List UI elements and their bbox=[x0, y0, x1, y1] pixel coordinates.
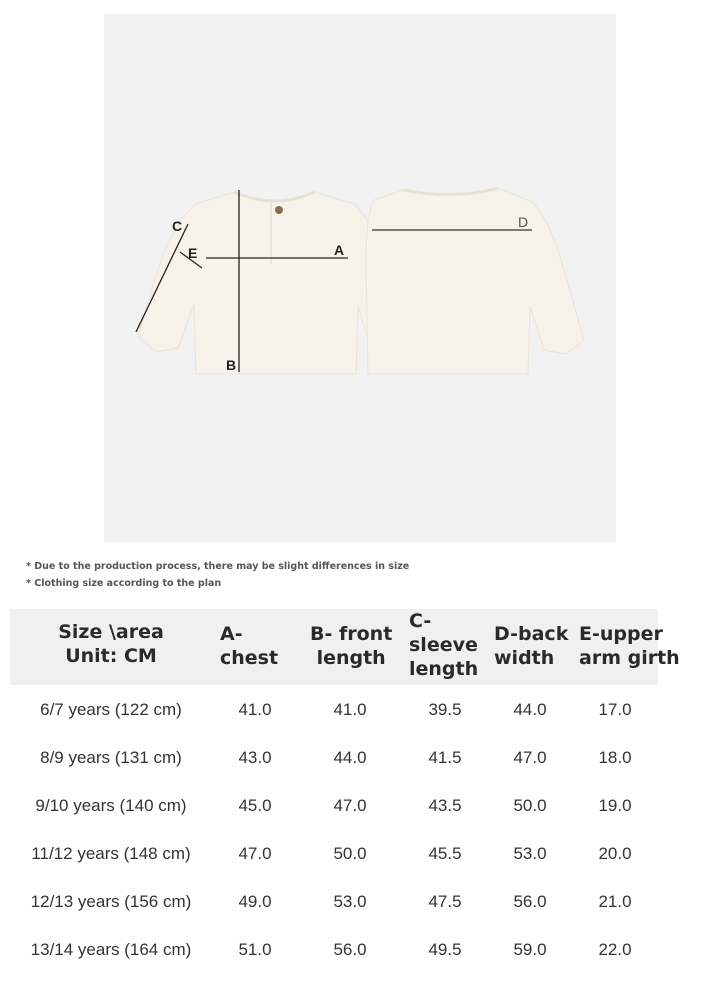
table-row bbox=[0, 782, 720, 830]
front-length-cell: 56.0 bbox=[333, 940, 367, 959]
chest-cell: 41.0 bbox=[238, 700, 272, 719]
table-row bbox=[0, 926, 720, 974]
table-row bbox=[0, 830, 720, 878]
label-d: D bbox=[518, 214, 529, 230]
back-width-cell: 47.0 bbox=[513, 748, 547, 767]
size-notes bbox=[26, 558, 409, 592]
front-length-cell: 50.0 bbox=[333, 844, 367, 863]
arm-girth-cell: 18.0 bbox=[598, 748, 632, 767]
size-cell: 8/9 years (131 cm) bbox=[40, 748, 182, 767]
front-length-cell: 44.0 bbox=[333, 748, 367, 767]
label-e: E bbox=[188, 245, 198, 261]
size-cell: 9/10 years (140 cm) bbox=[35, 796, 187, 815]
header-size: Size \area Unit: CM bbox=[58, 621, 164, 667]
label-c: C bbox=[172, 218, 183, 234]
chest-cell: 51.0 bbox=[238, 940, 272, 959]
header-sleeve-length: C- sleeve length bbox=[409, 610, 479, 680]
table-row bbox=[0, 686, 720, 734]
back-width-cell: 53.0 bbox=[513, 844, 547, 863]
arm-girth-cell: 20.0 bbox=[598, 844, 632, 863]
product-size-diagram bbox=[104, 14, 616, 542]
size-cell: 12/13 years (156 cm) bbox=[30, 892, 192, 911]
header-chest: A- chest bbox=[220, 623, 279, 669]
front-length-cell: 53.0 bbox=[333, 892, 367, 911]
header-front-length: B- front length bbox=[310, 623, 393, 669]
size-cell: 6/7 years (122 cm) bbox=[40, 700, 182, 719]
size-cell: 13/14 years (164 cm) bbox=[30, 940, 192, 959]
note-plan: * Clothing size according to the plan bbox=[26, 578, 222, 589]
label-b: B bbox=[226, 357, 237, 373]
arm-girth-cell: 17.0 bbox=[598, 700, 632, 719]
sleeve-length-cell: 41.5 bbox=[428, 748, 462, 767]
label-a: A bbox=[334, 242, 345, 258]
chest-cell: 45.0 bbox=[238, 796, 272, 815]
arm-girth-cell: 22.0 bbox=[598, 940, 632, 959]
front-length-cell: 47.0 bbox=[333, 796, 367, 815]
sleeve-length-cell: 39.5 bbox=[428, 700, 462, 719]
note-production: * Due to the production process, there may be slight differences in size bbox=[26, 561, 410, 572]
arm-girth-cell: 21.0 bbox=[598, 892, 632, 911]
chest-cell: 49.0 bbox=[238, 892, 272, 911]
header-arm-girth: E-upper arm girth bbox=[579, 623, 680, 669]
table-row bbox=[0, 734, 720, 782]
sleeve-length-cell: 47.5 bbox=[428, 892, 462, 911]
sleeve-length-cell: 43.5 bbox=[428, 796, 462, 815]
back-sweater bbox=[366, 188, 584, 374]
chest-cell: 47.0 bbox=[238, 844, 272, 863]
table-row bbox=[0, 878, 720, 926]
back-width-cell: 44.0 bbox=[513, 700, 547, 719]
back-width-cell: 56.0 bbox=[513, 892, 547, 911]
arm-girth-cell: 19.0 bbox=[598, 796, 632, 815]
chest-cell: 43.0 bbox=[238, 748, 272, 767]
back-width-cell: 59.0 bbox=[513, 940, 547, 959]
back-width-cell: 50.0 bbox=[513, 796, 547, 815]
front-length-cell: 41.0 bbox=[333, 700, 367, 719]
sleeve-length-cell: 45.5 bbox=[428, 844, 462, 863]
size-cell: 11/12 years (148 cm) bbox=[31, 844, 191, 863]
sleeve-length-cell: 49.5 bbox=[428, 940, 462, 959]
header-back-width: D-back width bbox=[494, 623, 569, 669]
sweater-illustration bbox=[104, 14, 616, 542]
